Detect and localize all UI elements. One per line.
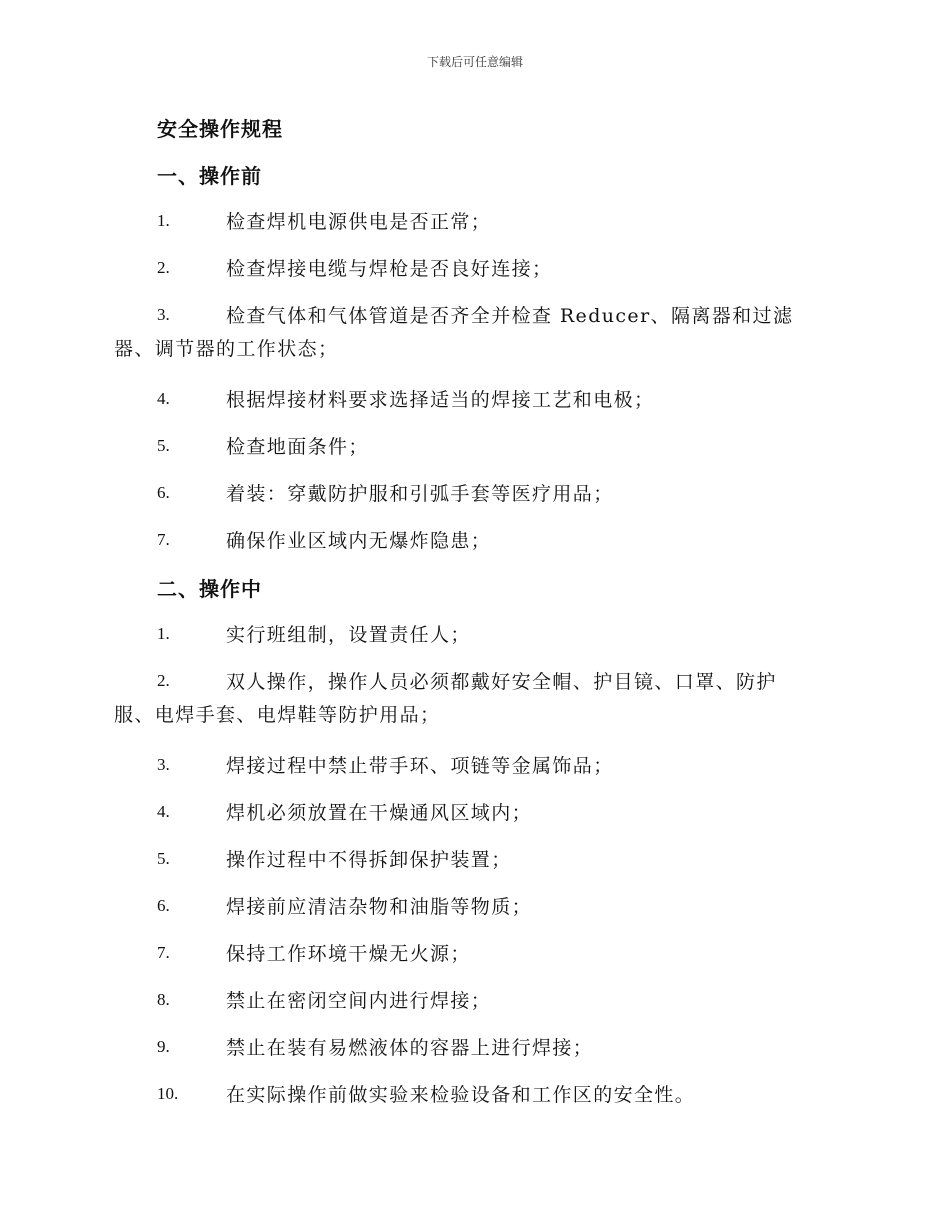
item-number: 1.: [157, 624, 170, 643]
item-text: 根据焊接材料要求选择适当的焊接工艺和电极；: [226, 389, 655, 411]
item-text: 在实际操作前做实验来检验设备和工作区的安全性。: [226, 1084, 696, 1106]
item-text: 保持工作环境干燥无火源；: [226, 943, 471, 965]
item-text: 检查气体和气体管道是否齐全并检查 Reducer、隔离器和过滤: [226, 305, 794, 327]
item-number: 4.: [157, 389, 170, 408]
item-number: 2.: [157, 671, 170, 690]
item-number: 7.: [157, 943, 170, 962]
item-text: 双人操作，操作人员必须都戴好安全帽、护目镜、口罩、防护: [226, 671, 777, 693]
item-text: 检查焊接电缆与焊枪是否良好连接；: [226, 258, 553, 280]
item-number: 6.: [157, 896, 170, 915]
item-number: 1.: [157, 211, 170, 230]
item-text: 实行班组制，设置责任人；: [226, 624, 471, 646]
item-text: 着装：穿戴防护服和引弧手套等医疗用品；: [226, 483, 614, 505]
item-number: 3.: [157, 755, 170, 774]
item-text: 焊接前应清洁杂物和油脂等物质；: [226, 896, 533, 918]
section-heading: 一、操作前: [157, 164, 262, 188]
item-number: 5.: [157, 849, 170, 868]
item-text: 检查焊机电源供电是否正常；: [226, 211, 492, 233]
item-number: 3.: [157, 305, 170, 324]
item-text: 禁止在装有易燃液体的容器上进行焊接；: [226, 1037, 594, 1059]
item-text: 焊机必须放置在干燥通风区域内；: [226, 802, 533, 824]
item-number: 7.: [157, 530, 170, 549]
item-number: 2.: [157, 258, 170, 277]
document-title: 安全操作规程: [157, 117, 283, 141]
item-number: 9.: [157, 1037, 170, 1056]
item-text: 禁止在密闭空间内进行焊接；: [226, 990, 492, 1012]
page-header: 下载后可任意编辑: [426, 55, 523, 69]
item-number: 8.: [157, 990, 170, 1009]
item-number: 4.: [157, 802, 170, 821]
item-text: 检查地面条件；: [226, 436, 369, 458]
item-number: 5.: [157, 436, 170, 455]
item-text: 焊接过程中禁止带手环、项链等金属饰品；: [226, 755, 614, 777]
item-text: 确保作业区域内无爆炸隐患；: [226, 530, 492, 552]
item-text-continued: 服、电焊手套、电焊鞋等防护用品；: [114, 704, 441, 726]
section-heading: 二、操作中: [157, 577, 262, 601]
item-number: 10.: [157, 1084, 179, 1103]
item-text: 操作过程中不得拆卸保护装置；: [226, 849, 512, 871]
item-text-continued: 器、调节器的工作状态；: [114, 338, 339, 360]
item-number: 6.: [157, 483, 170, 502]
